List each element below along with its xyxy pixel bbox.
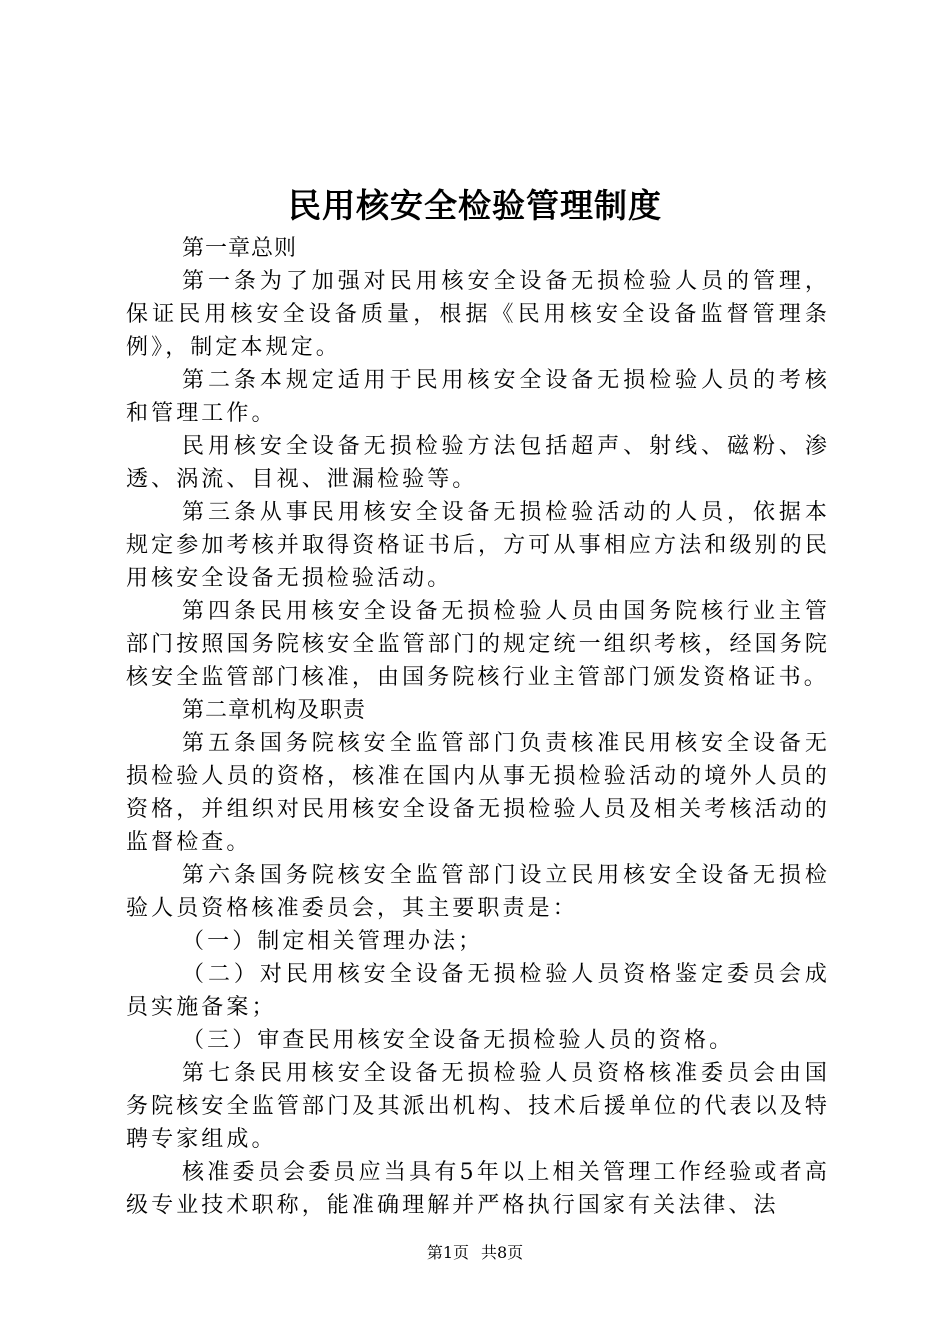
article-paragraph: 第五条国务院核安全监管部门负责核准民用核安全设备无损检验人员的资格，核准在国内从事无损检验活动的境外人员的资格，并组织对民用核安全设备无损检验人员及相关考核活动的监督检查。 [126, 731, 830, 855]
chapter-heading: 第一章总则 [182, 236, 298, 261]
article-paragraph: 第七条民用核安全设备无损检验人员资格核准委员会由国务院核安全监管部门及其派出机构、技术后援单位的代表以及特聘专家组成。 [126, 1061, 830, 1152]
page-number: 第1页 [426, 1243, 469, 1262]
list-item-paragraph: （一）制定相关管理办法； [182, 929, 484, 954]
document-body [126, 232, 830, 1222]
article-paragraph: 第四条民用核安全设备无损检验人员由国务院核行业主管部门按照国务院核安全监管部门的规定统一组织考核，经国务院核安全监管部门核准，由国务院核行业主管部门颁发资格证书。 [126, 599, 830, 690]
article-paragraph: 第三条从事民用核安全设备无损检验活动的人员，依据本规定参加考核并取得资格证书后，方可从事相应方法和级别的民用核安全设备无损检验活动。 [126, 500, 830, 591]
chapter-heading: 第二章机构及职责 [182, 698, 367, 723]
article-paragraph: 第一条为了加强对民用核安全设备无损检验人员的管理，保证民用核安全设备质量，根据《民用核安全设备监督管理条例》，制定本规定。 [126, 269, 830, 360]
list-item-paragraph: （二）对民用核安全设备无损检验人员资格鉴定委员会成员实施备案； [126, 962, 830, 1020]
article-paragraph: 核准委员会委员应当具有5年以上相关管理工作经验或者高级专业技术职称，能准确理解并严格执行国家有关法律、法 [126, 1160, 830, 1218]
list-item-paragraph: （三）审查民用核安全设备无损检验人员的资格。 [182, 1028, 735, 1053]
document-title: 民用核安全检验管理制度 [288, 186, 662, 225]
article-paragraph: 民用核安全设备无损检验方法包括超声、射线、磁粉、渗透、涡流、目视、泄漏检验等。 [126, 434, 830, 492]
page-footer [0, 1242, 950, 1264]
article-paragraph: 第六条国务院核安全监管部门设立民用核安全设备无损检验人员资格核准委员会，其主要职责是： [126, 863, 830, 921]
page-total: 共8页 [481, 1243, 524, 1262]
article-paragraph: 第二条本规定适用于民用核安全设备无损检验人员的考核和管理工作。 [126, 368, 830, 426]
